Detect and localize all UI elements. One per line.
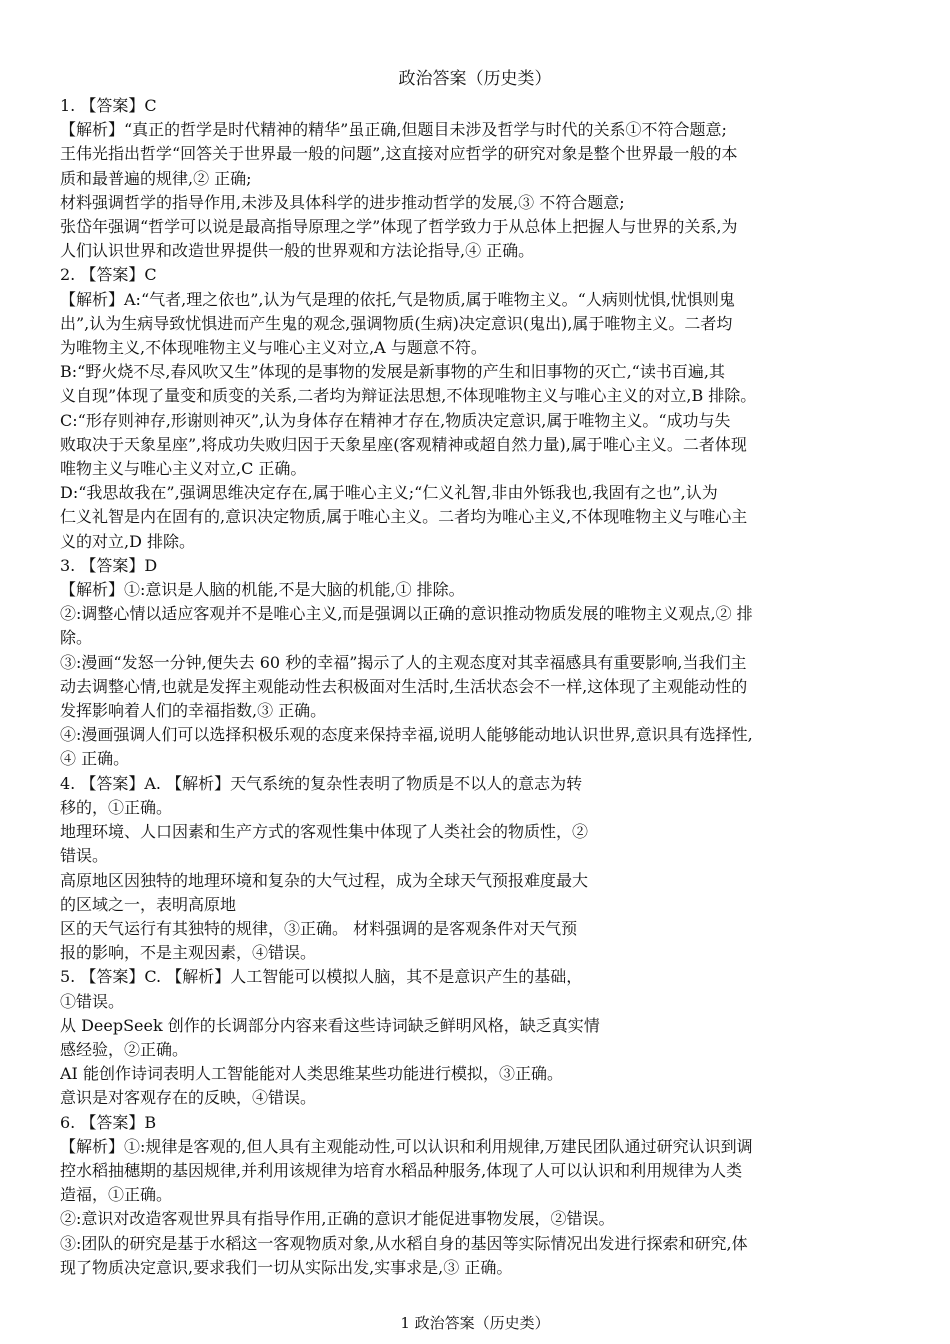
text-line: 从 DeepSeek 创作的长调部分内容来看这些诗词缺乏鲜明风格，缺乏真实情 [60,1015,600,1035]
text-line: ④ 正确。 [60,749,130,769]
text-line: 5. 【答案】C. 【解析】人工智能可以模拟人脑，其不是意识产生的基础， [60,967,583,987]
text-line: 为唯物主义,不体现唯物主义与唯心主义对立,A 与题意不符。 [60,338,487,358]
text-line: 区的天气运行有其独特的规律，③正确。 材料强调的是客观条件对天气预 [60,918,578,938]
text-line: B:“野火烧不尽,春风吹又生”体现的是事物的发展是新事物的产生和旧事物的灭亡,“读书百遍,其 [60,362,725,382]
text-line: ④:漫画强调人们可以选择积极乐观的态度来保持幸福,说明人能够能动地认识世界,意识具有选择性, [60,725,753,745]
text-line: 移的，①正确。 [60,797,173,817]
text-line: 【解析】①:意识是人脑的机能,不是大脑的机能,① 排除。 [60,580,465,600]
text-line: C:“形存则神存,形谢则神灭”,认为身体存在精神才存在,物质决定意识,属于唯物主义。“成功与失 [60,410,731,430]
text-line: ③:漫画“发怒一分钟,便失去 60 秒的幸福”揭示了人的主观态度对其幸福感具有重要影响,当我们主 [60,652,747,672]
text-line: 现了物质决定意识,要求我们一切从实际出发,实事求是,③ 正确。 [60,1257,513,1277]
text-line: 材料强调哲学的指导作用,未涉及具体科学的进步推动哲学的发展,③ 不符合题意; [60,192,625,212]
text-line: 3. 【答案】D [60,555,158,575]
text-line: 1. 【答案】C [60,96,157,115]
text-line: 造福，①正确。 [60,1185,173,1205]
text-line: 【解析】A:“气者,理之依也”,认为气是理的依托,气是物质,属于唯物主义。“人病则忧惧,忧惧则鬼 [60,289,735,309]
text-line: 错误。 [60,846,109,866]
text-line: 王伟光指出哲学“回答关于世界最一般的问题”,这直接对应哲学的研究对象是整个世界最一般的本 [60,144,738,164]
answer-content [60,94,898,1280]
page-title: 政治答案（历史类） [398,69,552,89]
text-line: 发挥影响着人们的幸福指数,③ 正确。 [60,701,327,721]
text-line: 的区域之一，表明高原地 [60,894,237,914]
text-line: AI 能创作诗词表明人工智能能对人类思维某些功能进行模拟，③正确。 [60,1064,563,1084]
text-line: 高原地区因独特的地理环境和复杂的大气过程，成为全球天气预报难度最大 [60,870,589,890]
text-line: D:“我思故我在”,强调思维决定存在,属于唯心主义;“仁义礼智,非由外铄我也,我固有之也”,认为 [60,483,718,503]
text-line: 义自现”体现了量变和质变的关系,二者均为辩证法思想,不体现唯物主义与唯心主义的对立,B 排除。 [60,386,757,406]
text-line: 2. 【答案】C [60,265,157,285]
page-footer: 1 政治答案（历史类） [400,1314,550,1332]
text-line: 败取决于天象星座”,将成功失败归因于天象星座(客观精神或超自然力量),属于唯心主义。二者体现 [60,434,747,454]
text-line: 张岱年强调“哲学可以说是最高指导原理之学”体现了哲学致力于从总体上把握人与世界的关系,为 [60,217,738,237]
text-line: 意识是对客观存在的反映，④错误。 [60,1088,317,1108]
text-line: 质和最普遍的规律,② 正确; [60,168,252,188]
text-line: ②:意识对改造客观世界具有指导作用,正确的意识才能促进事物发展，②错误。 [60,1209,615,1229]
text-line: ①错误。 [60,991,125,1011]
text-line: 义的对立,D 排除。 [60,531,196,551]
text-line: 人们认识世界和改造世界提供一般的世界观和方法论指导,④ 正确。 [60,241,535,261]
text-line: 动去调整心情,也就是发挥主观能动性去积极面对生活时,生活状态会不一样,这体现了主观能动性的 [60,676,748,696]
text-line: 唯物主义与唯心主义对立,C 正确。 [60,459,307,479]
text-line: 出”,认为生病导致忧惧进而产生鬼的观念,强调物质(生病)决定意识(鬼出),属于唯物主义。二者均 [60,313,733,333]
text-line: 感经验，②正确。 [60,1039,189,1059]
text-line: 控水稻抽穗期的基因规律,并利用该规律为培育水稻品种服务,体现了人可以认识和利用规律为人类 [60,1160,743,1180]
text-line: 报的影响，不是主观因素，④错误。 [60,943,317,963]
text-line: ③:团队的研究是基于水稻这一客观物质对象,从水稻自身的基因等实际情况出发进行探索和研究,体 [60,1233,748,1253]
text-line: 【解析】①:规律是客观的,但人具有主观能动性,可以认识和利用规律,万建民团队通过研究认识到调 [60,1136,753,1156]
text-line: 【解析】“真正的哲学是时代精神的精华”虽正确,但题目未涉及哲学与时代的关系①不符合题意; [60,120,727,140]
text-line: 除。 [60,628,93,648]
text-line: 6. 【答案】B [60,1112,157,1132]
text-line: ②:调整心情以适应客观并不是唯心主义,而是强调以正确的意识推动物质发展的唯物主义观点,② 排 [60,604,753,624]
text-line: 仁义礼智是内在固有的,意识决定物质,属于唯心主义。二者均为唯心主义,不体现唯物主义与唯心主 [60,507,748,527]
text-line: 4. 【答案】A. 【解析】天气系统的复杂性表明了物质是不以人的意志为转 [60,773,583,793]
text-line: 地理环境、人口因素和生产方式的客观性集中体现了人类社会的物质性，② [60,822,589,842]
